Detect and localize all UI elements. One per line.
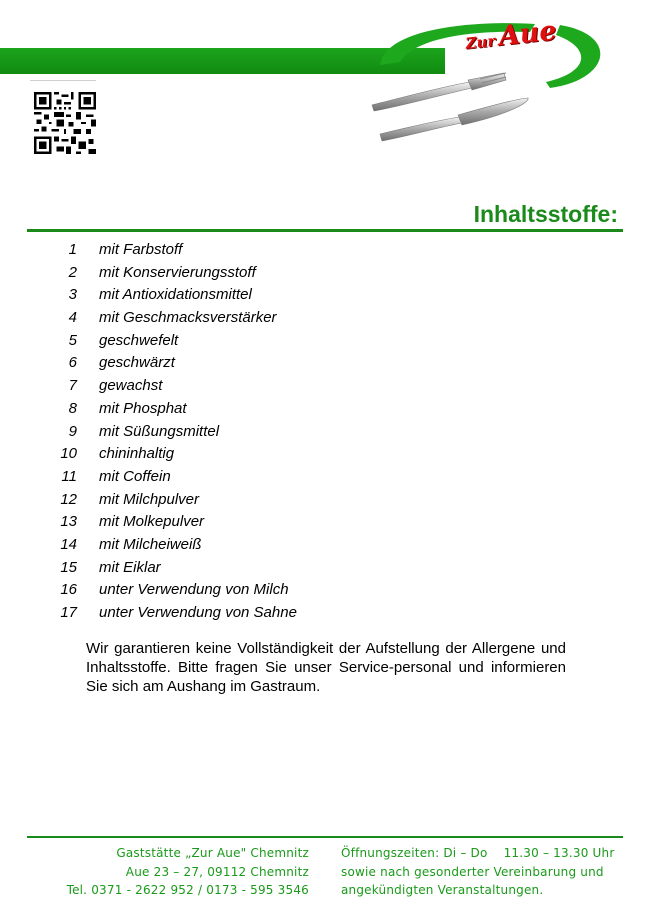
item-number: 10 (60, 445, 77, 463)
item-number: 5 (68, 331, 77, 349)
item-number: 2 (68, 263, 77, 281)
logo-big-text: Aue (497, 15, 558, 53)
list-item (0, 557, 400, 580)
list-item (0, 534, 400, 557)
list-item (0, 602, 400, 625)
qr-divider (30, 80, 96, 81)
item-text: mit Farbstoff (99, 241, 183, 258)
item-number: 9 (68, 422, 77, 440)
item-text: mit Eiklar (99, 558, 161, 576)
item-text: geschwefelt (99, 331, 179, 349)
opening-hours-line: Öffnungszeiten: Di – Do 11.30 – 13.30 Uhr (341, 846, 615, 860)
item-number: 17 (60, 604, 77, 621)
fork-icon (372, 73, 506, 111)
list-item (0, 284, 400, 307)
item-text: unter Verwendung von Sahne (99, 604, 297, 621)
item-text: mit Antioxidationsmittel (99, 286, 252, 304)
list-item (0, 239, 400, 262)
item-number: 16 (60, 581, 77, 599)
item-number: 8 (68, 399, 77, 417)
list-item (0, 443, 400, 466)
item-number: 6 (68, 354, 77, 372)
item-number: 12 (60, 490, 77, 508)
opening-hours-line: sowie nach gesonderter Vereinbarung und (341, 864, 604, 879)
footer-address (67, 844, 309, 900)
list-item (0, 352, 400, 375)
item-number: 15 (60, 558, 77, 576)
item-number: 14 (60, 535, 77, 553)
list-item (0, 307, 400, 330)
item-number: 4 (68, 309, 77, 327)
item-text: mit Konservierungsstoff (99, 263, 256, 281)
item-number: 13 (60, 513, 77, 531)
item-text: mit Geschmacksverstärker (99, 309, 277, 327)
disclaimer-note: Wir garantieren keine Vollständigkeit der Aufstellung der Allergene und Inhaltsstoffe. Bitte fragen Sie unser Service-personal und informieren Sie sich am Aushang im Gastraum. (86, 640, 566, 695)
item-number: 1 (68, 241, 77, 258)
item-number: 11 (61, 467, 77, 485)
qr-code-icon (34, 92, 96, 154)
list-item (0, 489, 400, 512)
item-text: geschwärzt (99, 354, 175, 372)
logo-small-text: Zur (464, 31, 497, 53)
item-text: unter Verwendung von Milch (99, 581, 289, 599)
item-text: mit Phosphat (99, 399, 187, 417)
list-item (0, 330, 400, 353)
footer-street: Aue 23 – 27, 09112 Chemnitz (125, 864, 309, 879)
list-item (0, 262, 400, 285)
footer-phone: Tel. 0371 - 2622 952 / 0173 - 595 3546 (66, 883, 309, 897)
item-text: chininhaltig (99, 445, 175, 463)
list-item (0, 511, 400, 534)
item-text: mit Coffein (99, 467, 171, 485)
list-item (0, 466, 400, 489)
item-text: mit Milchpulver (99, 490, 200, 508)
page-title: Inhaltsstoffe: (473, 201, 618, 227)
item-number: 3 (68, 286, 77, 304)
ingredient-list (0, 239, 400, 625)
item-text: gewachst (99, 377, 163, 395)
footer-divider (27, 836, 623, 838)
item-text: mit Molkepulver (99, 513, 205, 531)
list-item (0, 421, 400, 444)
item-text: mit Milcheiweiß (99, 535, 202, 553)
title-divider (27, 229, 623, 232)
list-item (0, 579, 400, 602)
footer-opening-hours (341, 844, 614, 900)
list-item (0, 398, 400, 421)
list-item (0, 375, 400, 398)
opening-hours-line: angekündigten Veranstaltungen. (341, 883, 544, 897)
item-text: mit Süßungsmittel (99, 422, 220, 440)
item-number: 7 (68, 377, 77, 395)
footer-restaurant-name: Gaststätte „Zur Aue" Chemnitz (116, 846, 309, 860)
